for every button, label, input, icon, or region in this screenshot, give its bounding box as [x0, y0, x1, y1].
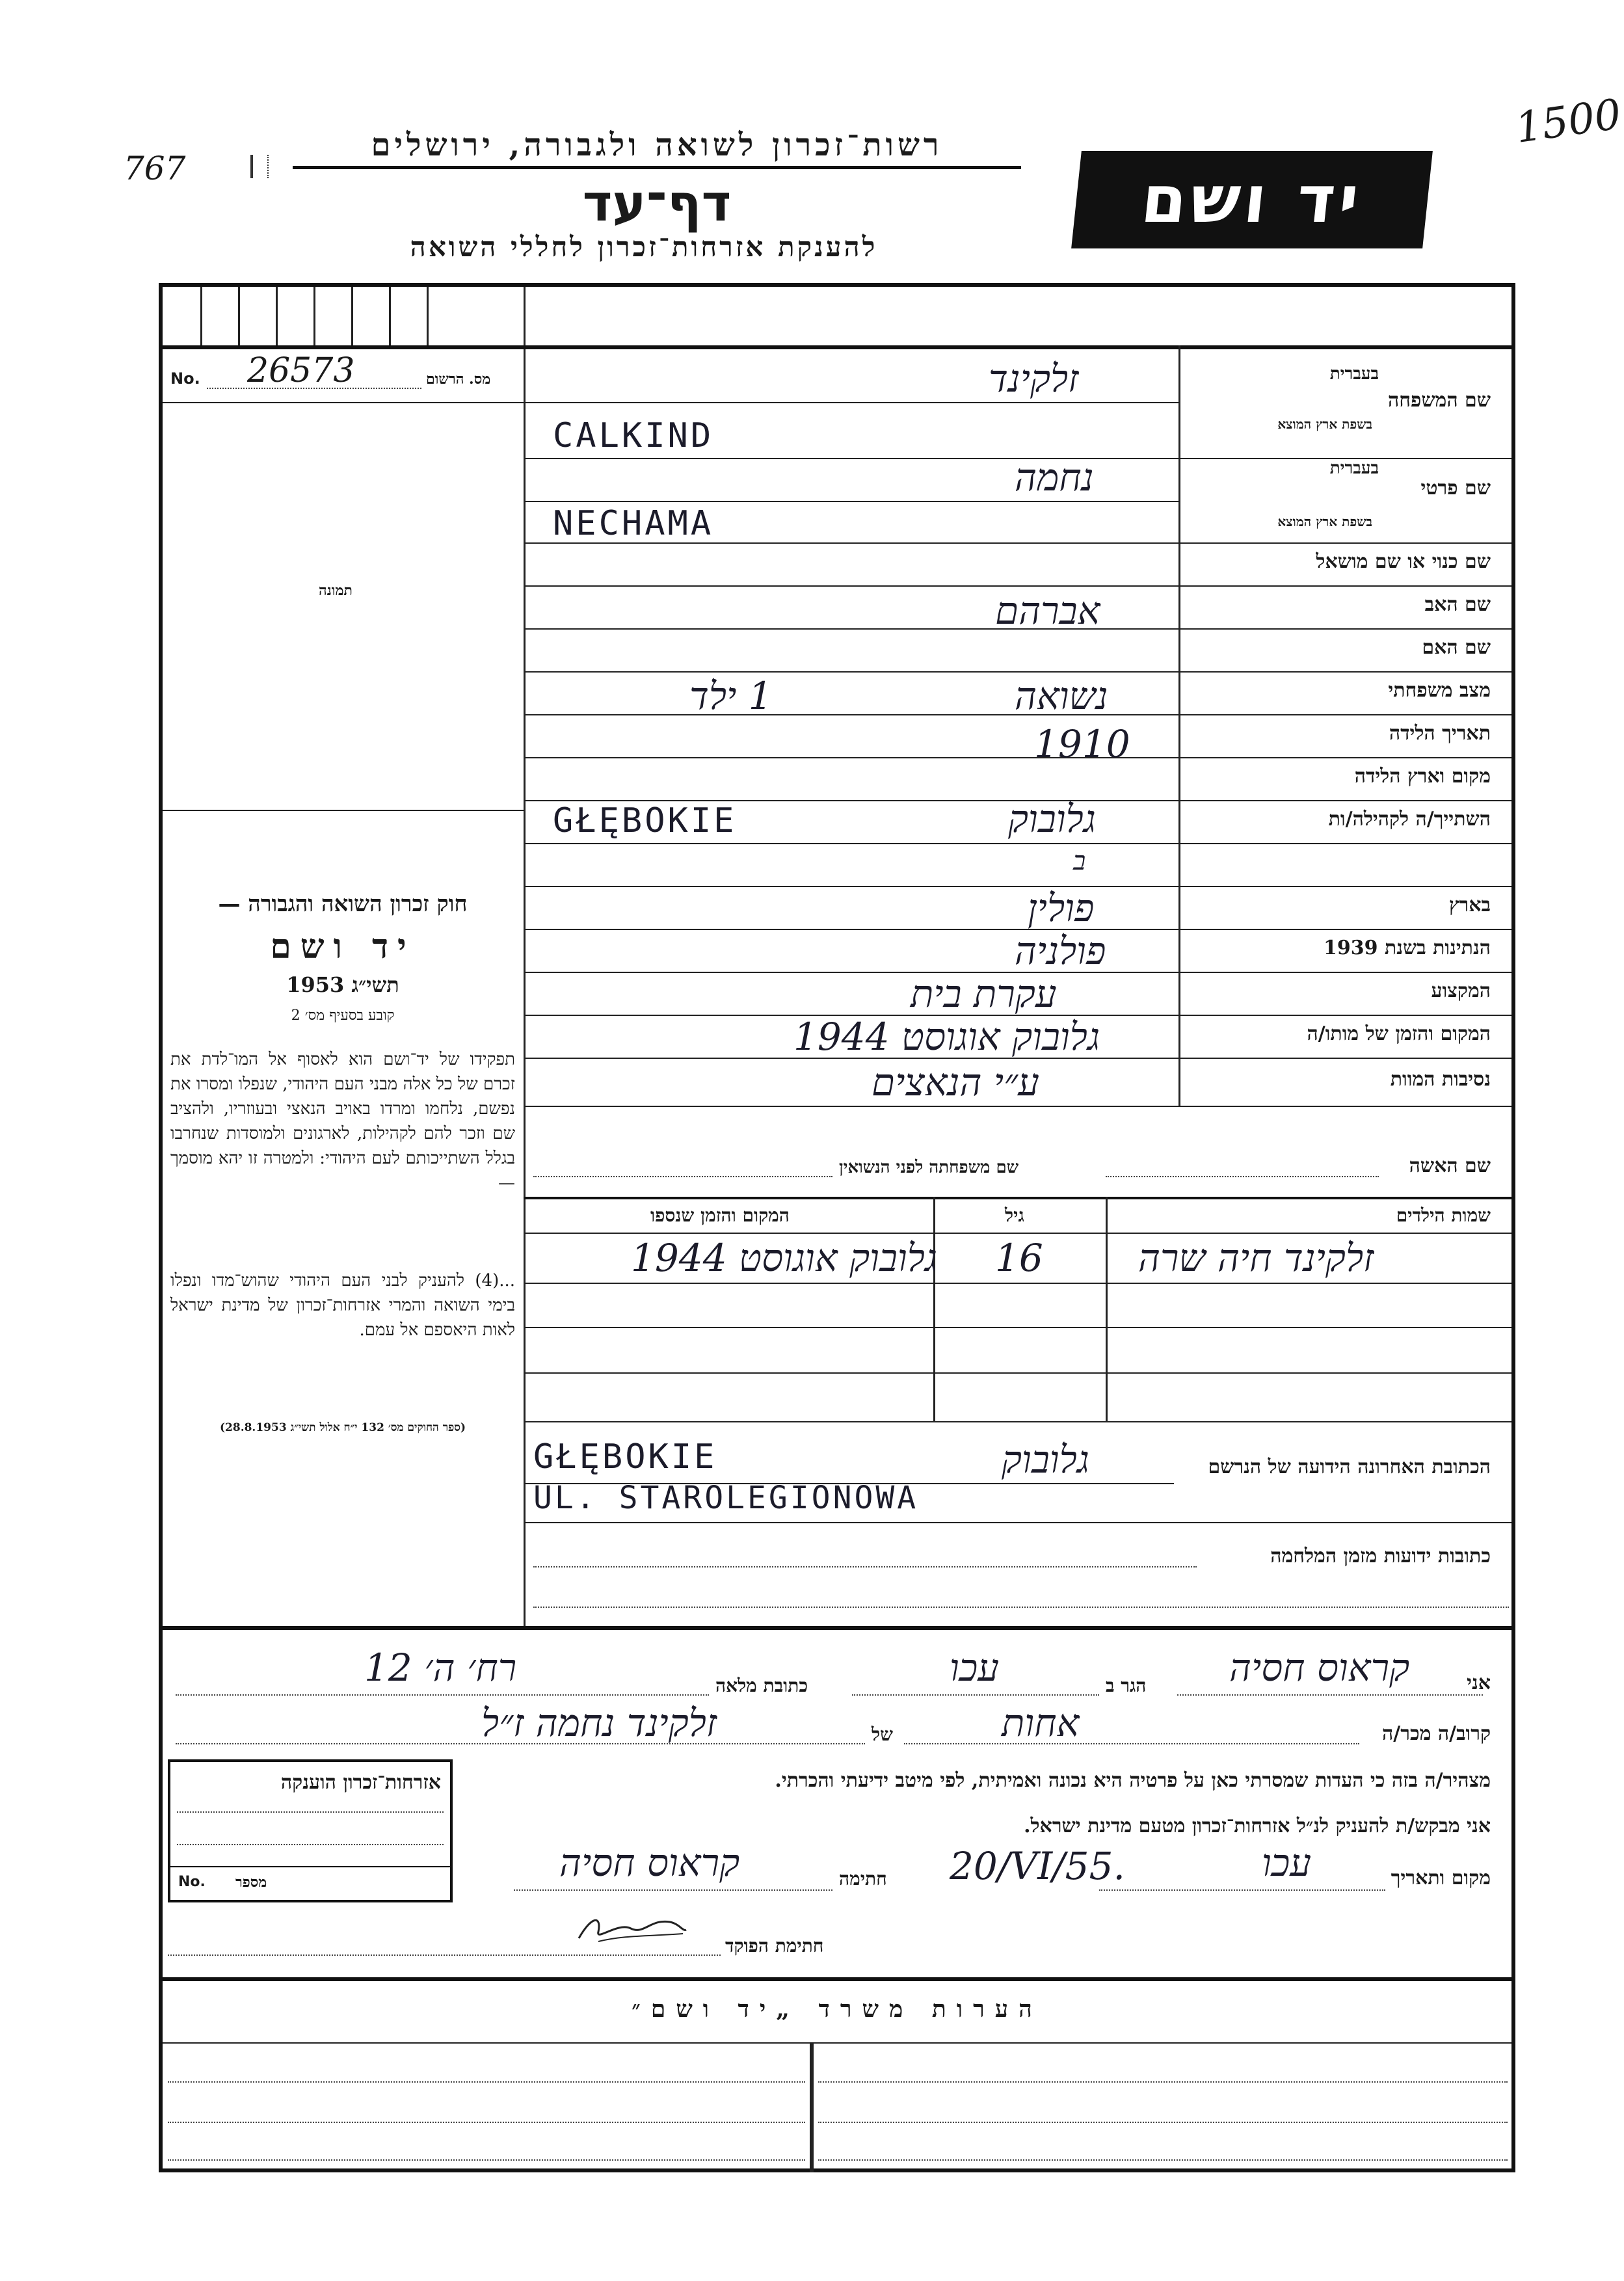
citizenship-box-num-label: מספר	[235, 1874, 267, 1891]
profession-value: עקרת בית	[911, 972, 1057, 1016]
community-latin: GŁĘBOKIE	[553, 801, 737, 840]
law-year: תשי״ג 1953	[286, 972, 399, 997]
of-value: זלקינד נחמה ז״ל	[481, 1701, 717, 1745]
war-addresses-label: כתובות ידועות מזמן המלחמה	[1270, 1545, 1491, 1567]
community-value: גלובוק	[1008, 797, 1096, 841]
of-label: של	[872, 1724, 893, 1745]
law-title: חוק זכרון השואה והגבורה —	[218, 891, 468, 917]
child-death-place: גלובוק אוגוסט 1944	[631, 1236, 938, 1280]
first-name-sub-origin: בשפת ארץ המוצא	[1277, 514, 1372, 529]
reg-no-label: No.	[170, 369, 200, 388]
marital-label: מצב משפחתי	[1388, 679, 1491, 702]
marital-value: נשואה	[1015, 674, 1108, 718]
law-paragraph-1: תפקידו של יד־ושם הוא לאסוף אל המו־לדת את זכרם של כל אלה מבני העם היהודי, שנפלו ומסרו את נפשם, נלחמו ומרדו באויב הנאצי ובעוזריו, ולהציב שם וזכר להם לקהילות, לארגונים ולמוסדות שנחרבו בגלל השתייכותם לעם היהודי: ולמטרה זו יהא מוסמך—	[170, 1050, 515, 1193]
country-value: פולין	[1028, 886, 1095, 930]
relation-label: קרוב/ה מכר/ה	[1382, 1722, 1491, 1745]
yad-vashem-logo	[1071, 151, 1433, 248]
death-place-label: המקום והזמן של מותו/ה	[1307, 1022, 1491, 1045]
spouse-maiden-label: שם משפחתה לפני הנשואין	[839, 1158, 1019, 1177]
nickname-label: שם כנוי או שם מושאל	[1316, 550, 1491, 573]
birth-place-label: מקום וארץ הלידה	[1354, 765, 1491, 788]
logo-text: יד ושם	[1138, 161, 1366, 237]
family-name-latin: CALKIND	[553, 416, 714, 455]
officer-signature-icon	[572, 1902, 689, 1948]
first-name-hebrew: נחמה	[1015, 455, 1094, 500]
top-right-scribble: 1500	[1512, 90, 1624, 153]
declaration-text: מצהיר/ה בזה כי העדות שמסרתי כאן על פרטיה היא נכונה ואמיתית, לפי מיטב ידיעתי והכרתי.	[775, 1769, 1491, 1792]
declarant-signature: קראוס חסיה	[559, 1841, 740, 1885]
children-header-place: המקום והזמן שנספו	[650, 1205, 790, 1226]
death-circumstances-label: נסיבות המוות	[1390, 1068, 1491, 1091]
marital-extra: 1 ילד	[689, 674, 773, 718]
relation-value: אחות	[1002, 1701, 1080, 1745]
family-name-sub-origin: בשפת ארץ המוצא	[1277, 416, 1372, 432]
column-divider	[524, 287, 526, 1627]
father-label: שם האב	[1424, 593, 1491, 616]
citizenship-box-no: No.	[178, 1874, 206, 1890]
first-name-label: שם פרטי	[1420, 477, 1491, 500]
children-header-age: גיל	[1005, 1205, 1024, 1226]
last-address-label: הכתובת האחרונה הידועה של הנרשם	[1208, 1456, 1491, 1478]
declarant-resides-label: הגר ב	[1106, 1675, 1147, 1696]
photo-label: תמונה	[319, 582, 353, 599]
law-name: יד ושם	[270, 927, 416, 967]
citizenship-value: פולניה	[1015, 929, 1106, 973]
community-extra: ב	[1073, 846, 1086, 876]
form-subtitle: להענקת אזרחות־זכרון לחללי השואה	[410, 231, 878, 263]
citizenship-box-title: אזרחות־זכרון הוענקה	[280, 1771, 441, 1794]
declarant-city: עכו	[950, 1646, 1000, 1690]
photo-box-bottom	[163, 810, 524, 811]
full-address-label: כתובת מלאה	[715, 1675, 808, 1696]
citizenship-label: הנתינות בשנת 1939	[1323, 937, 1491, 959]
death-circumstances-value: ע״י הנאצים	[872, 1060, 1039, 1104]
family-name-hebrew: זלקינד	[989, 356, 1079, 401]
reg-no-value: 26573	[247, 351, 355, 390]
authority-name: רשות־זכרון לשואה ולגבורה, ירושלים	[293, 127, 1021, 169]
last-address-line2: UL. STAROLEGIONOWA	[533, 1480, 919, 1516]
top-strip-line	[163, 345, 1511, 349]
spouse-label: שם האשה	[1409, 1154, 1491, 1177]
officer-signature-label: חתימת הפוקד	[725, 1935, 824, 1956]
first-name-sub-hebrew: בעברית	[1329, 459, 1379, 478]
law-paragraph-2: ...(4) להעניק לבני העם היהודי שהוש־מדו ונפלו בימי השואה והמרי אזרחות־זכרון של מדינת ישראל לאות היאספם אל עמם.	[170, 1271, 515, 1340]
country-label: בארץ	[1448, 894, 1491, 916]
reg-box-strip	[163, 287, 524, 345]
declarant-ani: אני	[1467, 1672, 1491, 1694]
child-name: זלקינד חיה שרה	[1138, 1236, 1374, 1280]
signature-label: חתימה	[839, 1868, 887, 1889]
birth-date-value: 1910	[1034, 722, 1130, 766]
father-value: אברהם	[995, 589, 1100, 633]
citizenship-box	[168, 1759, 453, 1902]
mother-label: שם האם	[1422, 636, 1491, 659]
community-label: השתייך/ה לקהילה/ות	[1328, 808, 1491, 831]
declarant-address: רח׳ ה׳ 12	[364, 1646, 517, 1690]
declaration-place: עכו	[1262, 1841, 1312, 1885]
declaration-date: 20/VI/55.	[950, 1844, 1125, 1888]
office-notes-title: הערות משרד „יד ושם״	[632, 1995, 1043, 2023]
birth-date-label: תאריך הלידה	[1389, 722, 1491, 745]
stamp-mark-icon	[250, 155, 269, 178]
first-name-latin: NECHAMA	[553, 504, 714, 543]
last-address-hebrew: גלובוק	[1002, 1437, 1089, 1482]
children-header-names: שמות הילדים	[1396, 1205, 1491, 1226]
reg-no-label-heb: מס. הרשום	[426, 371, 491, 388]
family-name-label: שם המשפחה	[1387, 389, 1491, 412]
law-citation: (ספר החוקים מס׳ 132 י״ח אלול תשי״ג 28.8.1953)	[219, 1421, 466, 1434]
request-text: אני מבקש/ת להעניק לנ״ל אזרחות־זכרון מטעם מדינת ישראל.	[1024, 1815, 1491, 1837]
declarant-name: קראוס חסיה	[1229, 1646, 1410, 1690]
place-date-label: מקום ותאריך	[1391, 1867, 1491, 1889]
law-section: קובע בסעיף מס׳ 2	[291, 1007, 395, 1024]
label-divider	[1178, 345, 1180, 1106]
profession-label: המקצוע	[1431, 980, 1491, 1002]
child-age: 16	[995, 1236, 1043, 1280]
family-name-sub-hebrew: בעברית	[1329, 364, 1379, 384]
death-place-value: גלובוק אוגוסט 1944	[793, 1015, 1100, 1059]
last-address-line1: GŁĘBOKIE	[533, 1437, 717, 1476]
corner-number: 767	[124, 150, 186, 187]
form-title: דף־עד	[582, 174, 732, 233]
